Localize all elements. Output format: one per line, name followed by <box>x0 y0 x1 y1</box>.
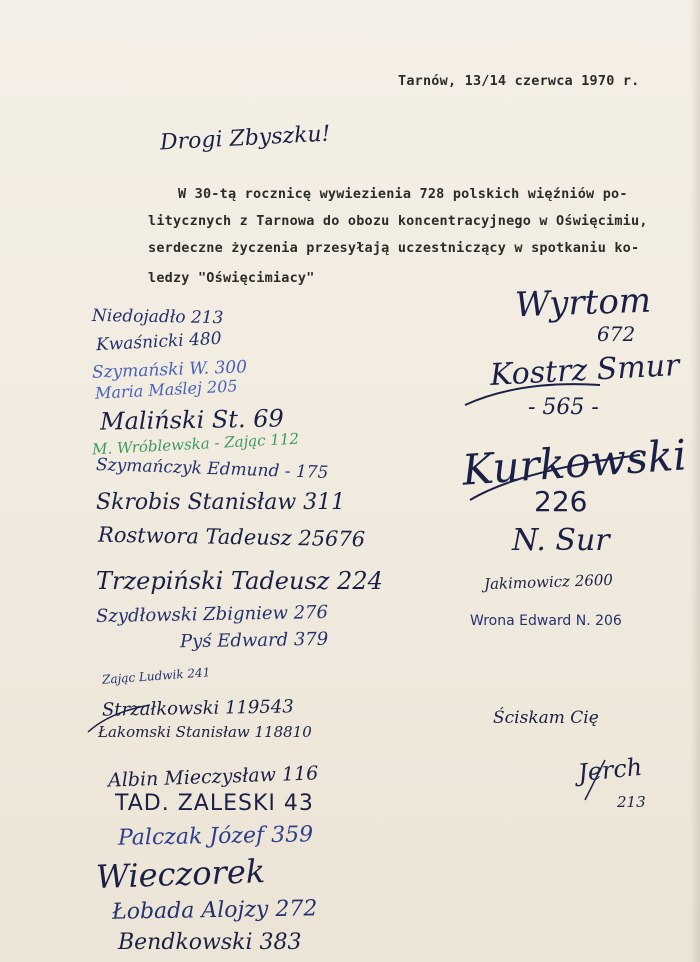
signature-zaleski: TAD. ZALESKI 43 <box>115 791 314 816</box>
signature-wyrtom-number: 672 <box>597 322 636 346</box>
signature-niedojadlo: Niedojadło 213 <box>91 305 224 329</box>
signature-szydlowski: Szydłowski Zbigniew 276 <box>95 601 329 628</box>
signature-palczak: Palczak Józef 359 <box>117 822 314 851</box>
signature-jerch: Jerch <box>576 752 644 788</box>
body-line-2: litycznych z Tarnowa do obozu koncentracyjnego w Oświęcimiu, <box>148 213 648 229</box>
signature-rostwora: Rostwora Tadeusz 25676 <box>97 522 366 552</box>
body-line-3: serdeczne życzenia przesyłają uczestniczący w spotkaniu ko- <box>148 240 640 256</box>
signature-kurkowski-number: 226 <box>534 485 588 518</box>
paper-edge-shadow <box>690 0 700 962</box>
signature-n-sur: N. Sur <box>512 523 610 558</box>
signature-skrobis: Skrobis Stanisław 311 <box>96 490 346 515</box>
signature-szymanski: Szymański W. 300 <box>91 357 248 383</box>
greeting: Drogi Zbyszku! <box>159 121 332 156</box>
signature-malinski: Maliński St. 69 <box>99 404 284 436</box>
signature-bendkowski: Bendkowski 383 <box>118 930 302 955</box>
place-date: Tarnów, 13/14 czerwca 1970 r. <box>398 73 640 89</box>
note-sciskam: Ściskam Cię <box>493 708 599 728</box>
signature-jakimowicz: Jakimowicz 2600 <box>483 570 614 594</box>
signature-szymanczyk: Szymańczyk Edmund - 175 <box>95 454 329 484</box>
signature-kostrz-number: - 565 - <box>528 395 599 420</box>
signature-zajac-ludwik: Zając Ludwik 241 <box>101 665 211 687</box>
body-line-4: ledzy "Oświęcimiacy" <box>148 270 315 286</box>
signature-pys: Pyś Edward 379 <box>179 628 329 653</box>
signature-jerch-number: 213 <box>617 793 646 811</box>
signature-wieczorek: Wieczorek <box>95 852 266 896</box>
signature-strzalkowski: Strzałkowski 119543 <box>101 696 294 721</box>
signature-kostrz: Kostrz Smur <box>489 348 681 393</box>
signature-trzepinski: Trzepiński Tadeusz 224 <box>96 567 383 595</box>
signature-lobada: Łobada Alojzy 272 <box>111 896 318 925</box>
signature-maslej: Maria Maślej 205 <box>94 376 238 403</box>
signature-kwasnicki: Kwaśnicki 480 <box>95 328 223 356</box>
signature-wrona: Wrona Edward N. 206 <box>470 613 622 629</box>
signature-lakomski: Łakomski Stanisław 118810 <box>98 723 312 741</box>
signature-wroblewska-zajac: M. Wróblewska - Zając 112 <box>91 429 300 459</box>
body-line-1: W 30-tą rocznicę wywiezienia 728 polskich więźniów po- <box>178 186 628 202</box>
signature-wyrtom: Wyrtom <box>514 280 652 326</box>
signature-albin: Albin Mieczysław 116 <box>107 762 319 792</box>
signature-kurkowski: Kurkowski <box>460 430 689 495</box>
